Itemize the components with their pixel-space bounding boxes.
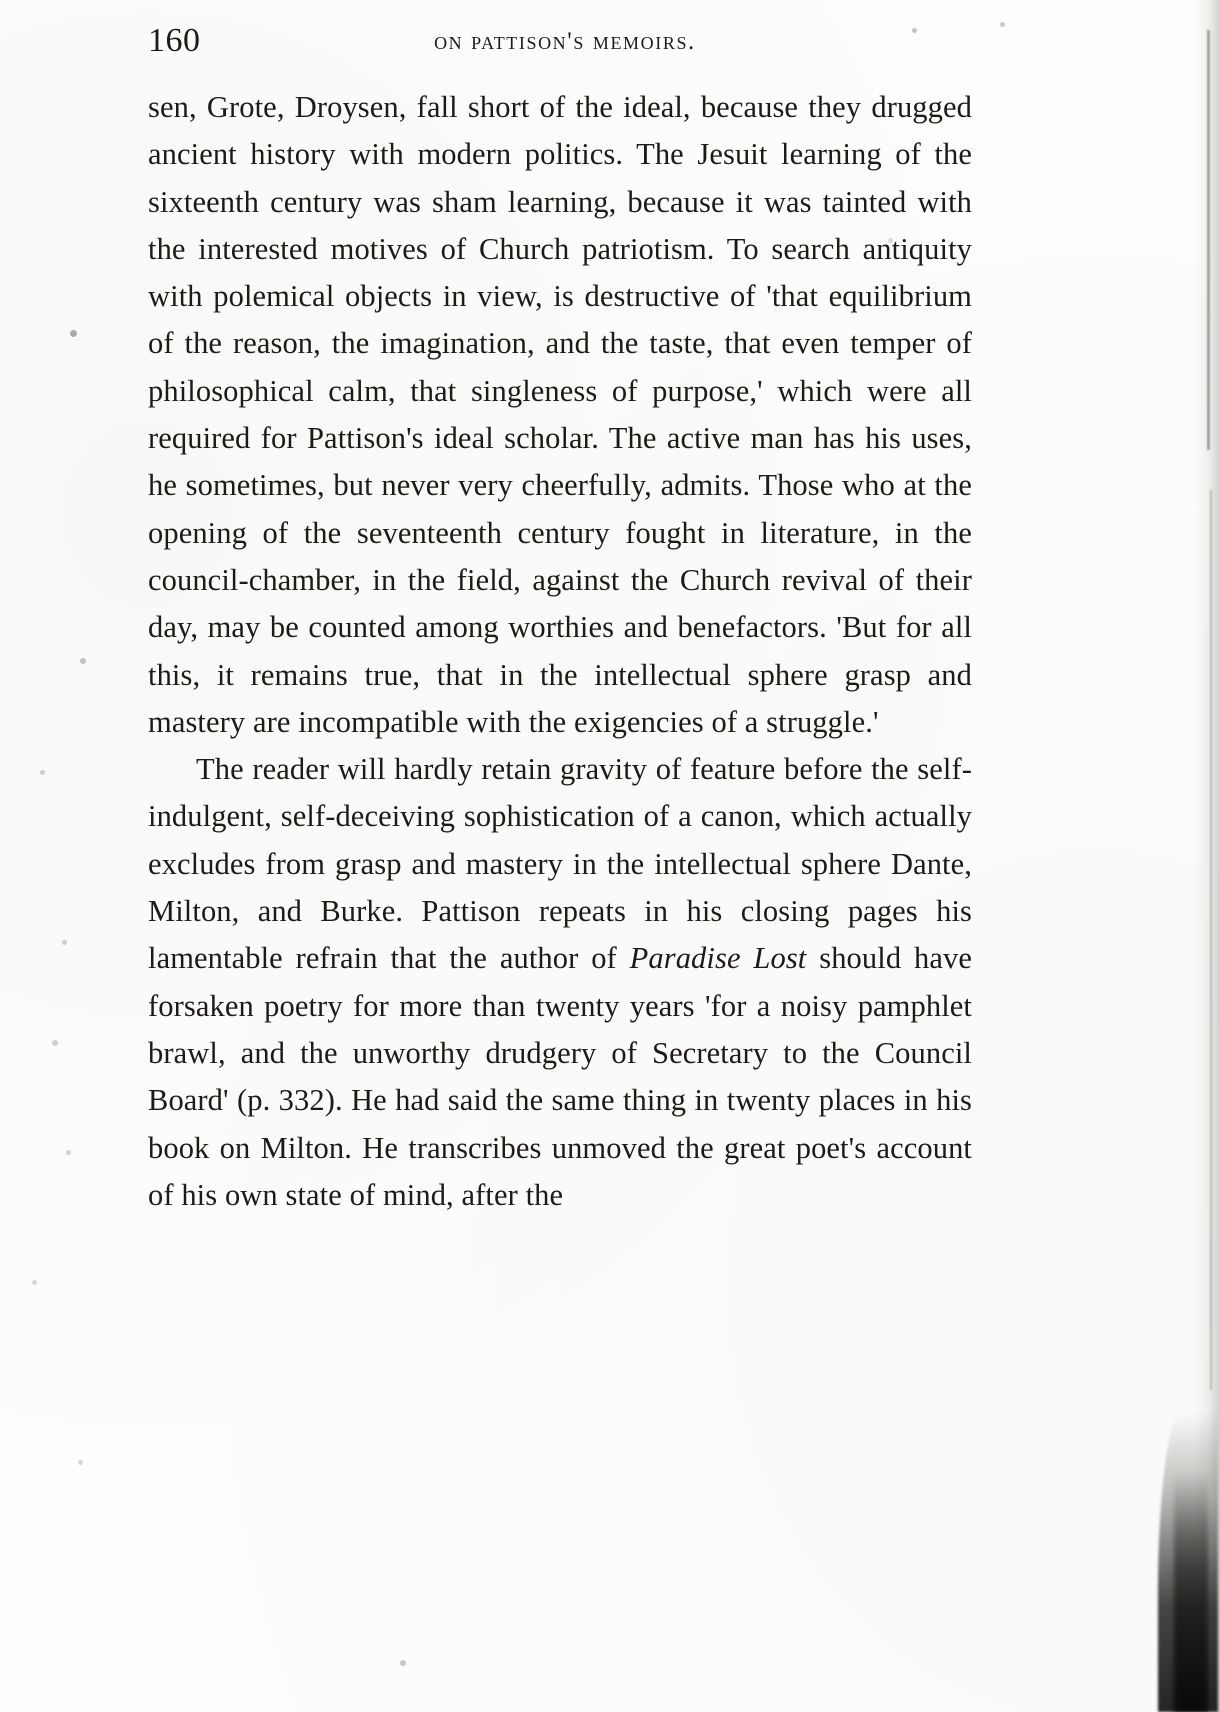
body-text <box>148 84 972 1219</box>
scan-speck <box>70 330 77 337</box>
paragraph: sen, Grote, Droysen, fall short of the ideal, because they drugged ancient history with modern politics. The Jesuit learning of the sixteenth century was sham learning, because it was tainted with the interested motives of Church patriotism. To search antiquity with polemical objects in view, is destructive of 'that equilibrium of the reason, the imagination, and the taste, that even temper of philosophical calm, that singleness of purpose,' which were all required for Pattison's ideal scholar. The active man has his uses, he sometimes, but never very cheerfully, admits. Those who at the opening of the seventeenth century fought in literature, in the council-chamber, in the field, against the Church revival of their day, may be counted among worthies and benefactors. 'But for all this, it remains true, that in the intellectual sphere grasp and mastery are incompatible with the exigencies of a struggle.' <box>148 90 972 739</box>
running-head: on pattison's memoirs. <box>434 28 696 55</box>
page-header <box>140 20 990 62</box>
scan-speck <box>66 1150 71 1155</box>
scan-speck <box>52 1040 58 1046</box>
scan-finger-shadow <box>1174 1472 1208 1712</box>
scan-edge-line <box>1207 30 1210 450</box>
scan-speck <box>78 1460 83 1465</box>
paragraph-text-segment: The reader will hardly retain gravity of feature before the self-indulgent, self-deceiving sophistication of a canon, which actually excludes from grasp and mastery in the intellectual sphere Dante, Milton, and Burke. Pattison repeats in his closing pages his lamentable refrain that the author of <box>148 752 972 976</box>
folio-number: 160 <box>148 22 201 59</box>
scan-speck <box>400 1660 406 1666</box>
paragraph-text-segment: should have forsaken poetry for more than twenty years 'for a noisy pamphlet brawl, and the unworthy drudgery of Secretary to the Council Board' (p. 332). He had said the same thing in twenty places in his book on Milton. He transcribes unmoved the great poet's account of his own state of mind, after the <box>148 941 972 1212</box>
scan-speck <box>62 940 67 945</box>
scan-speck <box>40 770 45 775</box>
book-title-italic: Paradise Lost <box>629 941 807 976</box>
scan-speck <box>1000 22 1005 27</box>
paragraph <box>148 746 972 1219</box>
scan-edge-line <box>1210 490 1212 1390</box>
scan-speck <box>32 1280 37 1285</box>
scan-speck <box>80 658 86 664</box>
